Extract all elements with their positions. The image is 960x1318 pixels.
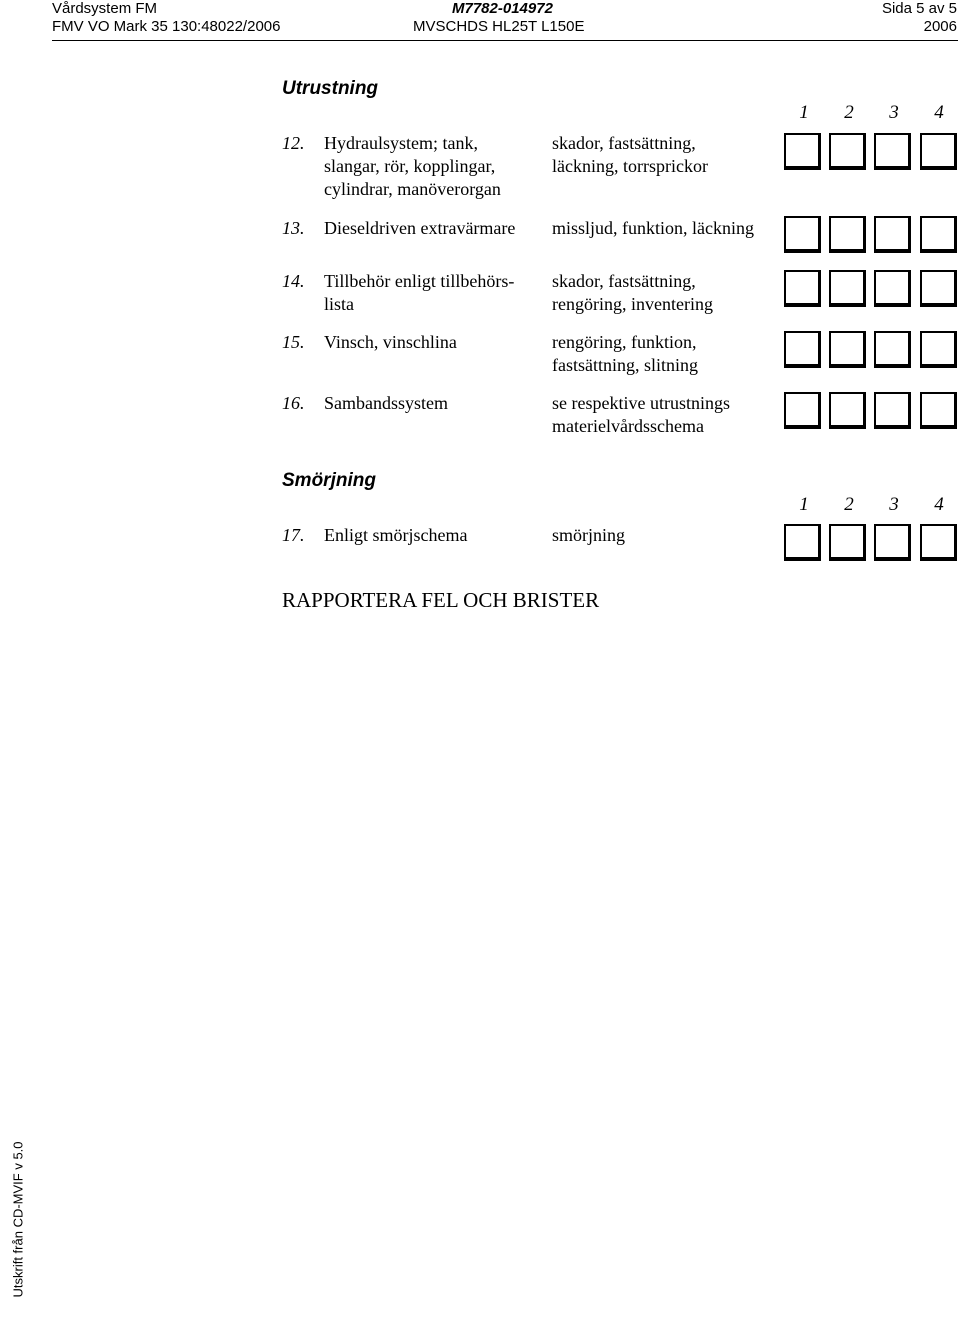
item-check-description: skador, fastsättning, läckning, torrsprickor: [552, 133, 708, 176]
item-number: 15.: [282, 332, 305, 352]
item-check-description: se respektive utrustnings materielvårdsschema: [552, 393, 730, 436]
checkbox-col-1[interactable]: [784, 331, 821, 368]
checkbox-col-1[interactable]: [784, 216, 821, 253]
checkbox-col-3[interactable]: [874, 524, 911, 561]
item-number: 14.: [282, 271, 305, 291]
checkbox-col-2[interactable]: [829, 216, 866, 253]
item-check-description: skador, fastsättning, rengöring, inventering: [552, 271, 713, 314]
checkbox-row: [784, 392, 958, 430]
column-number-3: 3: [889, 102, 899, 123]
item-check-description: missljud, funktion, läckning: [552, 218, 754, 238]
item-number: 16.: [282, 393, 305, 413]
column-numbers-utrustning: [786, 102, 958, 124]
column-numbers-smorjning: [786, 494, 958, 516]
checkbox-col-1[interactable]: [784, 270, 821, 307]
column-number-2: 2: [844, 494, 854, 515]
item-check-description: rengöring, funktion, fastsättning, slitning: [552, 332, 698, 375]
item-name: Sambandssystem: [324, 393, 448, 413]
column-number-1: 1: [799, 494, 809, 515]
checkbox-col-1[interactable]: [784, 392, 821, 429]
checkbox-col-4[interactable]: [920, 524, 957, 561]
checkbox-col-3[interactable]: [874, 331, 911, 368]
checkbox-row: [784, 216, 958, 254]
checkbox-row: [784, 524, 958, 562]
item-number: 12.: [282, 133, 305, 153]
checkbox-col-4[interactable]: [920, 216, 957, 253]
header-document-ref: FMV VO Mark 35 130:48022/2006: [52, 18, 281, 35]
item-number: 13.: [282, 218, 305, 238]
item-name: Dieseldriven extravärmare: [324, 218, 516, 238]
report-faults-heading: RAPPORTERA FEL OCH BRISTER: [282, 588, 600, 612]
checkbox-col-2[interactable]: [829, 524, 866, 561]
header-page-number: Sida 5 av 5: [881, 0, 957, 17]
header-year: 2006: [923, 18, 957, 35]
checkbox-col-2[interactable]: [829, 392, 866, 429]
checkbox-row: [784, 270, 958, 308]
item-check-description: smörjning: [552, 525, 626, 545]
checkbox-col-3[interactable]: [874, 216, 911, 253]
header-app-name: Vårdsystem FM: [52, 0, 158, 17]
checkbox-col-2[interactable]: [829, 270, 866, 307]
checkbox-row: [784, 331, 958, 369]
checkbox-col-4[interactable]: [920, 392, 957, 429]
item-name: Tillbehör enligt tillbehörs- lista: [324, 271, 515, 314]
item-number: 17.: [282, 525, 305, 545]
checkbox-col-2[interactable]: [829, 331, 866, 368]
header-item-number: M7782-014972: [452, 0, 553, 17]
checkbox-col-3[interactable]: [874, 270, 911, 307]
checkbox-col-2[interactable]: [829, 133, 866, 170]
checkbox-col-4[interactable]: [920, 133, 957, 170]
header-vehicle-model: MVSCHDS HL25T L150E: [413, 18, 585, 35]
item-name: Hydraulsystem; tank, slangar, rör, kopplingar, cylindrar, manöverorgan: [324, 133, 501, 199]
column-number-2: 2: [844, 102, 854, 123]
checkbox-col-1[interactable]: [784, 133, 821, 170]
checkbox-col-4[interactable]: [920, 331, 957, 368]
checkbox-col-1[interactable]: [784, 524, 821, 561]
checkbox-col-4[interactable]: [920, 270, 957, 307]
column-number-4: 4: [934, 102, 944, 123]
column-number-1: 1: [799, 102, 809, 123]
item-name: Enligt smörjschema: [324, 525, 468, 545]
section-title-utrustning: Utrustning: [282, 78, 379, 99]
column-number-3: 3: [889, 494, 899, 515]
section-title-smorjning: Smörjning: [282, 470, 376, 491]
checkbox-col-3[interactable]: [874, 133, 911, 170]
header-divider: [52, 40, 958, 41]
item-name: Vinsch, vinschlina: [324, 332, 457, 352]
column-number-4: 4: [934, 494, 944, 515]
checkbox-row: [784, 133, 958, 171]
checkbox-col-3[interactable]: [874, 392, 911, 429]
print-source-note: Utskrift från CD-MVIF v 5.0: [10, 1141, 26, 1298]
